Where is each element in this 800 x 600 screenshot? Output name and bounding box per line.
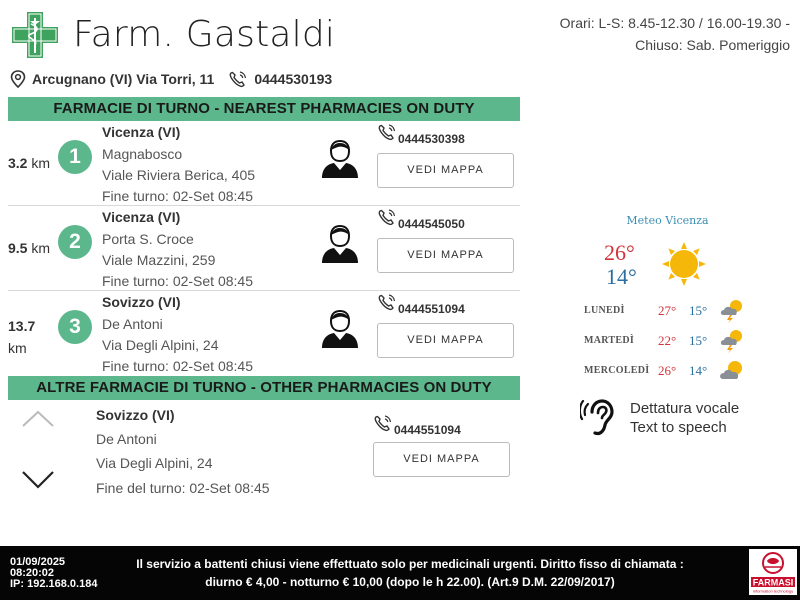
pharmacy-phone-number: 0444530398 xyxy=(398,132,465,146)
thunderstorm-icon xyxy=(718,297,746,323)
pharmacy-street: Viale Mazzini, 259 xyxy=(102,252,216,268)
distance-unit: km xyxy=(31,155,51,171)
forecast-max-temp: 26° xyxy=(658,363,677,378)
pharmacy-cross-logo xyxy=(12,12,58,58)
farmasi-logo-subtext: information technology xyxy=(752,588,794,594)
footer-bar xyxy=(0,546,800,600)
phone-icon xyxy=(228,70,248,88)
sun-icon xyxy=(660,240,708,288)
weather-title: Meteo Vicenza xyxy=(626,214,709,227)
pharmacy-name: Porta S. Croce xyxy=(102,231,194,247)
forecast-max-temp: 27° xyxy=(658,303,677,318)
pharmacy-phone xyxy=(377,208,465,231)
pharmacy-city: Vicenza (VI) xyxy=(102,124,181,140)
distance-label xyxy=(8,315,35,359)
pharmacy-phone xyxy=(228,70,332,88)
pharmacy-phone-number: 0444530193 xyxy=(254,71,333,87)
location-pin-icon xyxy=(10,70,26,88)
farmasi-logo-text: FARMASI xyxy=(752,577,794,588)
tts-label-italian: Dettatura vocale xyxy=(630,400,740,417)
pharmacy-phone-number: 0444545050 xyxy=(398,217,465,231)
pharmacy-street: Via Degli Alpini, 24 xyxy=(102,337,219,353)
other-section-title: ALTRE FARMACIE DI TURNO - OTHER PHARMACIES ON DUTY xyxy=(8,376,520,400)
other-pharmacy-name: De Antoni xyxy=(96,431,157,447)
scroll-up-arrow-icon[interactable] xyxy=(22,410,54,428)
pharmacy-number-badge: 1 xyxy=(58,140,92,174)
pharmacy-phone-number: 0444551094 xyxy=(398,302,465,316)
pharmacy-number-badge: 3 xyxy=(58,310,92,344)
other-pharmacy-street: Via Degli Alpini, 24 xyxy=(96,455,213,471)
pharmacy-name: De Antoni xyxy=(102,316,163,332)
farmasi-logo xyxy=(749,549,797,595)
forecast-day: MARTEDÌ xyxy=(584,335,635,346)
address-row xyxy=(10,69,332,89)
phone-icon xyxy=(377,293,397,311)
phone-icon xyxy=(373,414,393,432)
pharmacy-number-badge: 2 xyxy=(58,225,92,259)
today-min-temp: 14° xyxy=(606,264,637,289)
footer-time: 08:20:02 xyxy=(10,567,55,579)
forecast-min-temp: 14° xyxy=(689,363,708,378)
forecast-day: LUNEDÌ xyxy=(584,305,625,316)
tts-label-english: Text to speech xyxy=(630,419,727,436)
duty-pharmacy-row xyxy=(8,121,520,206)
forecast-max-temp: 22° xyxy=(658,333,677,348)
ear-icon[interactable] xyxy=(580,398,620,438)
pharmacy-city: Vicenza (VI) xyxy=(102,209,181,225)
farmasi-logo-icon xyxy=(749,549,797,595)
pharmacy-address: Arcugnano (VI) Via Torri, 11 xyxy=(32,71,215,87)
forecast-day: MERCOLEDÌ xyxy=(584,365,650,376)
duty-pharmacy-row xyxy=(8,206,520,291)
phone-icon xyxy=(377,208,397,226)
footer-datetime xyxy=(10,557,97,590)
pharmacy-name: Farm. Gastaldi xyxy=(73,14,336,55)
pharmacy-city: Sovizzo (VI) xyxy=(102,294,181,310)
pharmacy-phone xyxy=(377,293,465,316)
closed-hours-line: Chiuso: Sab. Pomeriggio xyxy=(635,37,790,53)
footer-notice xyxy=(110,555,710,591)
distance-value: 9.5 xyxy=(8,240,28,256)
footer-notice-line1: Il servizio a battenti chiusi viene effettuato solo per medicinali urgenti. Diritto fisso di chiamata : xyxy=(136,557,684,571)
pharmacy-name: Magnabosco xyxy=(102,146,183,162)
footer-date: 01/09/2025 xyxy=(10,556,66,568)
view-map-button[interactable]: VEDI MAPPA xyxy=(377,238,514,273)
other-pharmacy-city: Sovizzo (VI) xyxy=(96,407,175,423)
view-map-button[interactable]: VEDI MAPPA xyxy=(377,323,514,358)
distance-label xyxy=(8,155,50,171)
pharmacy-street: Viale Riviera Berica, 405 xyxy=(102,167,256,183)
opening-hours xyxy=(560,12,790,56)
forecast-min-temp: 15° xyxy=(689,333,708,348)
shift-end: Fine turno: 02-Set 08:45 xyxy=(102,188,253,204)
shift-end: Fine turno: 02-Set 08:45 xyxy=(102,273,253,289)
distance-unit: km xyxy=(31,240,51,256)
distance-value: 3.2 xyxy=(8,155,28,171)
other-pharmacy-phone xyxy=(373,414,461,437)
view-map-button[interactable]: VEDI MAPPA xyxy=(373,442,510,477)
forecast-min-temp: 15° xyxy=(689,303,708,318)
pharmacist-icon xyxy=(321,224,359,264)
shift-end: Fine turno: 02-Set 08:45 xyxy=(102,358,253,374)
text-to-speech-label[interactable] xyxy=(630,399,739,437)
view-map-button[interactable]: VEDI MAPPA xyxy=(377,153,514,188)
duty-pharmacy-row xyxy=(8,291,520,374)
distance-value: 13.7 xyxy=(8,318,36,334)
pharmacist-icon xyxy=(321,139,359,179)
today-max-temp: 26° xyxy=(604,240,635,265)
partly-cloudy-icon xyxy=(718,359,746,381)
distance-label xyxy=(8,240,50,256)
distance-unit: km xyxy=(8,340,27,356)
pharmacist-icon xyxy=(321,309,359,349)
thunderstorm-icon xyxy=(718,327,746,353)
pharmacy-phone xyxy=(377,123,465,146)
other-pharmacy-phone-number: 0444551094 xyxy=(394,423,461,437)
footer-notice-line2: diurno € 4,00 - notturno € 10,00 (dopo le h 22.00). (Art.9 D.M. 22/09/2017) xyxy=(205,575,615,589)
duty-section-title: FARMACIE DI TURNO - NEAREST PHARMACIES ON DUTY xyxy=(8,97,520,121)
phone-icon xyxy=(377,123,397,141)
scroll-down-arrow-icon[interactable] xyxy=(22,470,54,490)
footer-ip: IP: 192.168.0.184 xyxy=(10,578,98,590)
other-pharmacy-shift-end: Fine del turno: 02-Set 08:45 xyxy=(96,480,270,496)
opening-hours-line: Orari: L-S: 8.45-12.30 / 16.00-19.30 - xyxy=(559,15,790,31)
